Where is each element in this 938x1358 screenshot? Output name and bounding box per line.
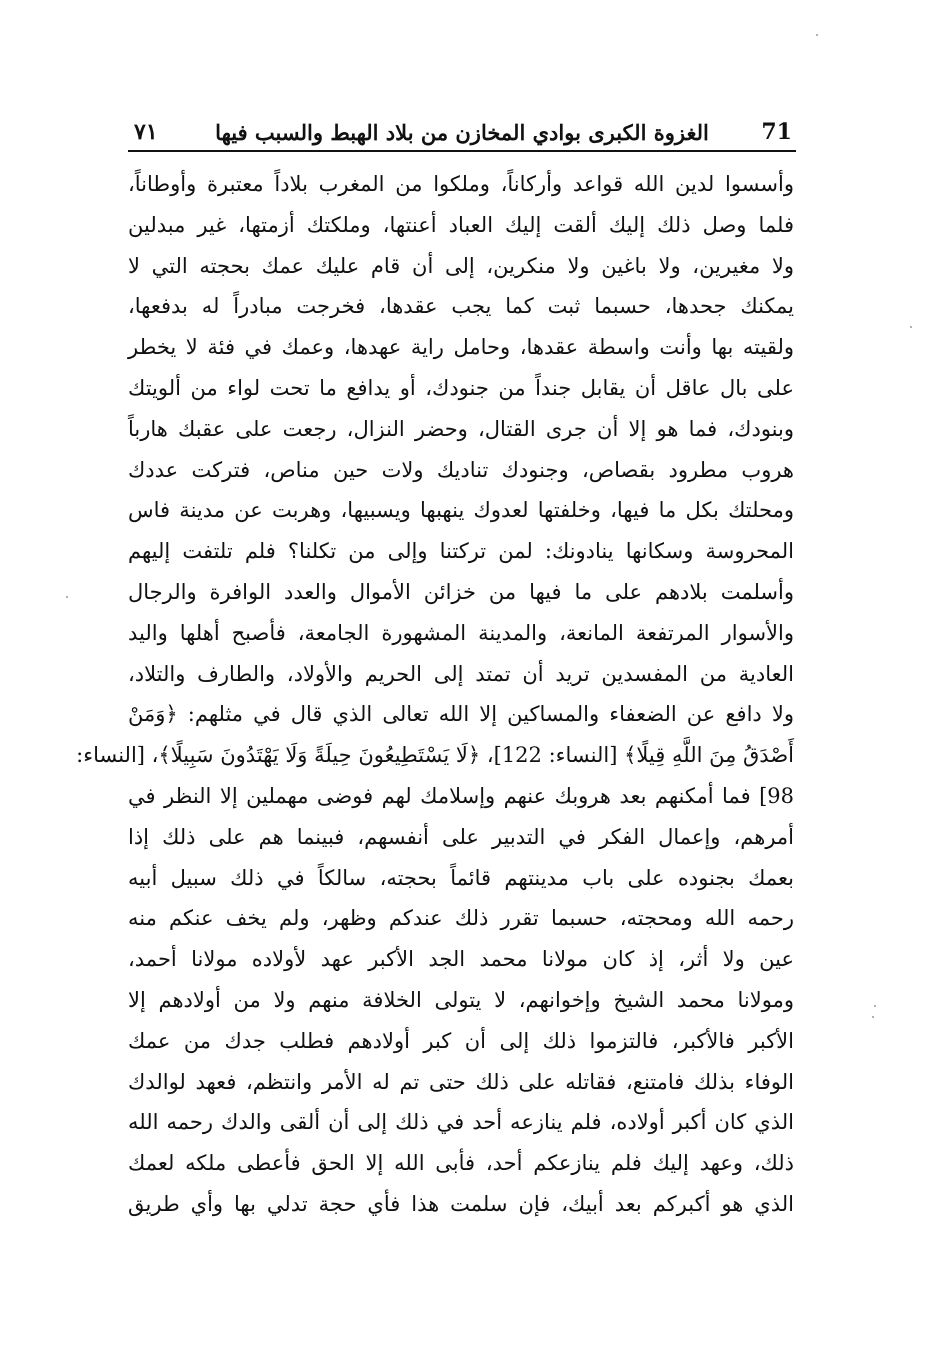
text-line: وبنودك، فما هو إلا أن جرى القتال، وحضر النزال، رجعت على عقبك هارباً [128, 416, 794, 441]
scan-speck [910, 326, 912, 328]
scan-speck [816, 34, 818, 36]
text-line: وأسلمت بلادهم على ما فيها من خزائن الأموال والعدد الوافرة والرجال [128, 579, 794, 604]
scan-speck [874, 1005, 876, 1007]
text-line: ومحلتك بكل ما فيها، وخلفتها لعدوك ينهبها ويسبيها، وهربت عن مدينة فاس [128, 498, 794, 523]
text-line: على بال عاقل أن يقابل جنداً من جنودك، أو يدافع ما تحت لواء من ألويتك [128, 375, 794, 400]
text-line: 98] فما أمكنهم بعد هروبك عنهم وإسلامك لهم فوضى مهملين إلا النظر في [128, 783, 794, 808]
body-text [76, 164, 794, 1225]
text-line: عين ولا أثر، إذ كان مولانا محمد الجد الأكبر عهد لأولاده مولانا أحمد، [128, 947, 794, 972]
text-line: ولا دافع عن الضعفاء والمساكين إلا الله تعالى الذي قال في مثلهم: ﴿وَمَنْ [128, 702, 794, 727]
text-line: ومولانا محمد الشيخ وإخوانهم، لا يتولى الخلافة منهم ولا من أولادهم إلا [128, 987, 794, 1012]
scan-speck [66, 596, 68, 598]
text-line: المحروسة وسكانها ينادونك: لمن تركتنا وإلى من تكلنا؟ فلم تلتفت إليهم [128, 539, 794, 564]
text-line: الوفاء بذلك فامتنع، فقاتله على ذلك حتى تم له الأمر وانتظم، فعهد لوالدك [128, 1069, 794, 1094]
text-line: هروب مطرود بقصاص، وجنودك تناديك ولات حين مناص، فتركت عددك [128, 457, 794, 482]
text-line: الذي هو أكبركم بعد أبيك، فإن سلمت هذا فأي حجة تدلي بها وأي طريق [128, 1191, 794, 1216]
text-line: ولا مغيرين، ولا باغين ولا منكرين، إلى أن قام عليك عمك بحجته التي لا [128, 253, 794, 278]
running-title: الغزوة الكبرى بوادي المخازن من بلاد الهبط والسبب فيها [215, 120, 709, 145]
text-line: العادية من المفسدين تريد أن تمتد إلى الحريم والأولاد، والطارف والتلاد، [128, 661, 794, 686]
text-line: يمكنك جحدها، حسبما ثبت كما يجب عقدها، فخرجت مبادراً له بدفعها، [128, 294, 794, 319]
text-line: أَصْدَقُ مِنَ اللَّهِ قِيلًا﴾ [النساء: 122]، ﴿لَا يَسْتَطِيعُونَ حِيلَةً وَلَا يَهْتَدُونَ سَبِيلًا﴾، [النساء: [76, 743, 794, 768]
text-line: ولقيته بها وأنت واسطة عقدها، وحامل راية عهدها، وعمك في فئة لا يخطر [128, 335, 794, 360]
header-rule [128, 150, 796, 152]
text-line: أمرهم، وإعمال الفكر في التدبير على أنفسهم، فبينما هم على ذلك إذا [128, 824, 794, 849]
text-line: فلما وصل ذلك إليك ألقت إليك العباد أعنتها، وملكتك أزمتها، غير مبدلين [128, 212, 794, 237]
text-line: الذي كان أكبر أولاده، فلم ينازعه أحد في ذلك إلى أن ألقى والدك رحمه الله [128, 1110, 794, 1135]
text-line: الأكبر فالأكبر، فالتزموا ذلك إلى أن كبر أولادهم فطلب جدك من عمك [128, 1028, 794, 1053]
text-line: ذلك، وعهد إليك فلم ينازعكم أحد، فأبى الله إلا الحق فأعطى ملكه لعمك [128, 1151, 794, 1176]
text-line: وأسسوا لدين الله قواعد وأركاناً، وملكوا من المغرب بلاداً معتبرة وأوطاناً، [128, 172, 794, 196]
page-number-arabic: ٧١ [134, 119, 158, 145]
text-line: رحمه الله ومحجته، حسبما تقرر ذلك عندكم وظهر، ولم يخف عنكم منه [128, 906, 794, 931]
text-line: بعمك بجنوده على باب مدينتهم قائماً بحجته، سالكاً في ذلك سبيل أبيه [128, 865, 794, 890]
text-line: والأسوار المرتفعة المانعة، والمدينة المشهورة الجامعة، فأصبح أهلها واليد [128, 620, 794, 645]
scan-speck [872, 1016, 874, 1018]
page-number-western: 71 [761, 119, 792, 145]
